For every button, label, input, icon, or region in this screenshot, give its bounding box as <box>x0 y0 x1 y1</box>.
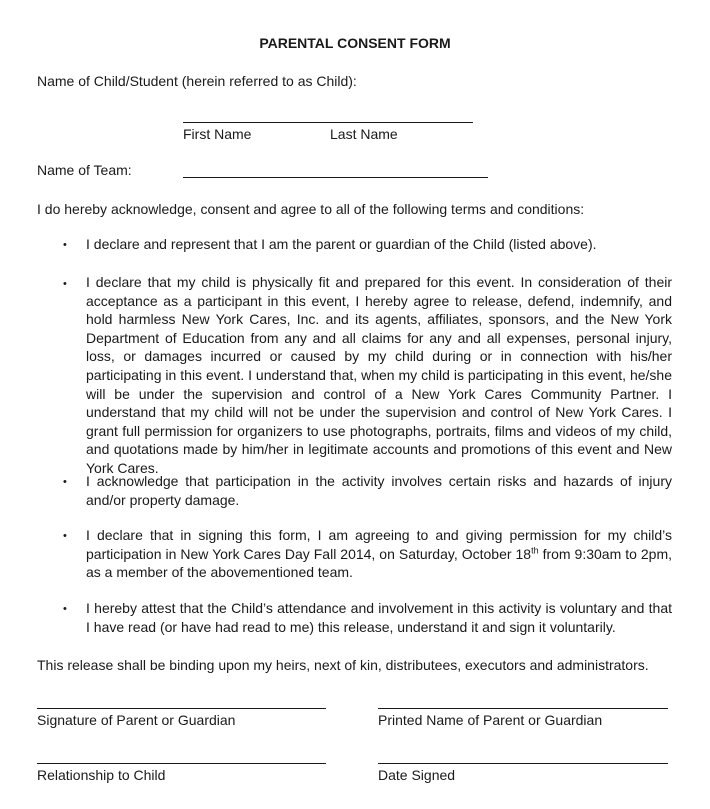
team-name-label: Name of Team: <box>37 162 132 178</box>
printed-name-line[interactable] <box>378 708 668 709</box>
first-name-label: First Name <box>183 126 252 142</box>
child-name-label: Name of Child/Student (herein referred to as Child): <box>37 73 357 89</box>
bullet-icon: • <box>63 530 67 542</box>
term-item-3: I acknowledge that participation in the activity involves certain risks and hazards of injury and/or property damage. <box>86 473 672 508</box>
bullet-icon: • <box>63 239 67 251</box>
form-title: PARENTAL CONSENT FORM <box>259 35 451 51</box>
term-item-4-text: I declare that in signing this form, I am agreeing to and giving permission for my child’s participation in New York Cares Day Fall 2014, on Saturday, October 18 <box>86 527 672 562</box>
printed-name-label: Printed Name of Parent or Guardian <box>378 712 603 728</box>
child-name-line[interactable] <box>183 122 473 123</box>
signature-label: Signature of Parent or Guardian <box>37 712 236 728</box>
term-item-1: I declare and represent that I am the parent or guardian of the Child (listed above). <box>86 236 597 252</box>
bullet-icon: • <box>63 476 67 488</box>
closing-text: This release shall be binding upon my heirs, next of kin, distributees, executors and administrators. <box>37 657 649 673</box>
intro-text: I do hereby acknowledge, consent and agree to all of the following terms and conditions: <box>37 201 585 217</box>
relationship-line[interactable] <box>37 763 326 764</box>
term-item-5: I hereby attest that the Child’s attendance and involvement in this activity is voluntary and that I have read (or have had read to me) this release, understand it and sign it voluntarily. <box>86 600 672 635</box>
ordinal-suffix: th <box>531 544 539 555</box>
team-name-line[interactable] <box>183 177 488 178</box>
term-item-4 <box>86 526 672 582</box>
bullet-icon: • <box>63 278 67 290</box>
bullet-icon: • <box>63 603 67 615</box>
date-signed-line[interactable] <box>378 763 668 764</box>
signature-line[interactable] <box>37 708 326 709</box>
relationship-label: Relationship to Child <box>37 767 166 783</box>
last-name-label: Last Name <box>330 126 398 142</box>
date-signed-label: Date Signed <box>378 767 456 783</box>
term-item-2: I declare that my child is physically fit and prepared for this event. In consideration of their acceptance as a participant in this event, I hereby agree to release, defend, indemnify, and hold harmless New York Cares, Inc. and its agents, affiliates, sponsors, and the New York Department of Education from any and all claims for any and all expenses, personal injury, loss, or damages incurred or caused by my child during or in connection with his/her participating in this event. I understand that, when my child is participating in this event, he/she will be under the supervision and control of a New York Cares Community Partner. I understand that my child will not be under the supervision and control of New York Cares. I grant full permission for organizers to use photographs, portraits, films and videos of my child, and quotations made by him/her in legitimate accounts and promotions of this event and New York Cares. <box>86 274 672 476</box>
term-item-4-text-end: from 9:30am to 2pm, as a member of the abovementioned team. <box>86 545 673 581</box>
